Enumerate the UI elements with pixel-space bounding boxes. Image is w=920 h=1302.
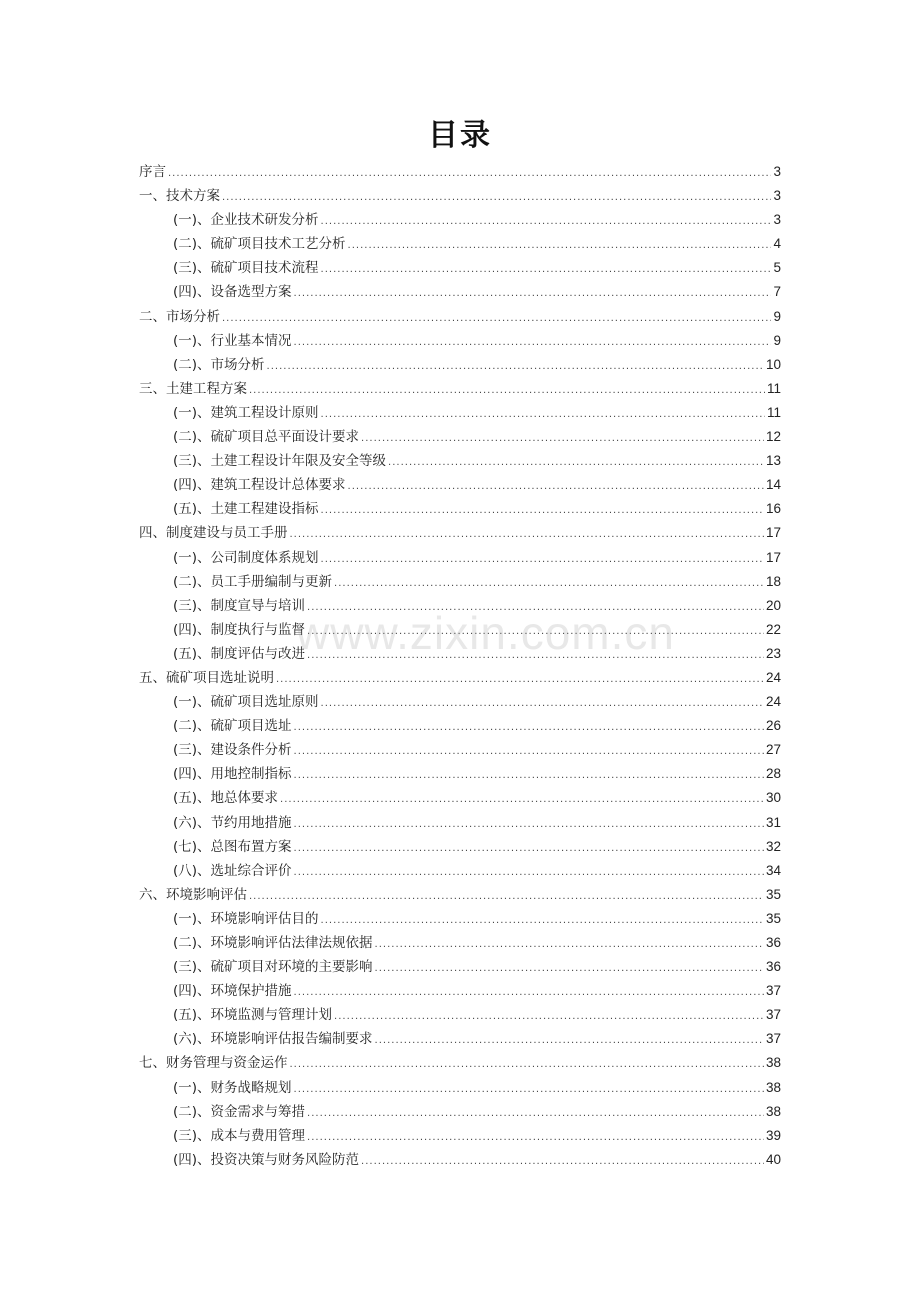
toc-page-number: 38: [765, 1079, 781, 1095]
toc-page-number: 11: [766, 380, 781, 396]
toc-page-number: 31: [765, 814, 781, 830]
toc-entry-section[interactable]: [139, 979, 781, 1003]
page-title: 目录: [428, 118, 492, 153]
toc-entry-section[interactable]: [139, 1076, 781, 1100]
toc-entry-chapter[interactable]: [139, 883, 781, 907]
toc-dot-leader: [294, 716, 764, 740]
toc-page-number: 13: [765, 453, 781, 469]
toc-page-number: 37: [765, 983, 781, 999]
toc-entry-section[interactable]: [139, 762, 781, 786]
toc-entry-chapter[interactable]: [139, 184, 781, 208]
toc-dot-leader: [294, 764, 764, 788]
toc-dot-leader: [290, 523, 764, 547]
toc-entry-section[interactable]: [139, 931, 781, 955]
toc-dot-leader: [294, 813, 764, 837]
toc-dot-leader: [307, 596, 764, 620]
toc-page-number: 37: [765, 1007, 781, 1023]
toc-page-number: 24: [765, 669, 781, 685]
toc-entry-label: (三)、土建工程设计年限及安全等级: [173, 453, 387, 470]
toc-entry-label: (三)、成本与费用管理: [173, 1127, 306, 1144]
toc-entry-label: (二)、资金需求与筹措: [173, 1103, 306, 1120]
toc-entry-section[interactable]: [139, 690, 781, 714]
toc-entry-section[interactable]: [139, 1100, 781, 1124]
toc-dot-leader: [321, 210, 772, 234]
toc-dot-leader: [294, 1078, 764, 1102]
toc-entry-section[interactable]: [139, 401, 781, 425]
toc-page-number: 37: [765, 1031, 781, 1047]
toc-dot-leader: [280, 788, 764, 812]
toc-entry-section[interactable]: [139, 329, 781, 353]
toc-dot-leader: [290, 1053, 764, 1077]
toc-entry-label: 三、土建工程方案: [139, 380, 247, 397]
toc-entry-label: (七)、总图布置方案: [173, 838, 292, 855]
toc-entry-section[interactable]: [139, 473, 781, 497]
toc-entry-section[interactable]: [139, 546, 781, 570]
toc-page-number: 17: [765, 525, 781, 541]
toc-dot-leader: [294, 331, 772, 355]
toc-dot-leader: [294, 740, 764, 764]
toc-entry-label: (五)、土建工程建设指标: [173, 501, 319, 518]
toc-page-number: 23: [765, 645, 781, 661]
toc-entry-section[interactable]: [139, 570, 781, 594]
toc-page-number: 12: [765, 429, 781, 445]
toc-dot-leader: [321, 909, 764, 933]
toc-entry-section[interactable]: [139, 811, 781, 835]
toc-entry-chapter[interactable]: [139, 305, 781, 329]
toc-entry-chapter[interactable]: [139, 1051, 781, 1075]
toc-dot-leader: [348, 234, 772, 258]
toc-entry-section[interactable]: [139, 353, 781, 377]
toc-page-number: 3: [773, 164, 781, 179]
toc-entry-section[interactable]: [139, 1148, 781, 1172]
toc-entry-label: 五、硫矿项目选址说明: [139, 669, 274, 686]
toc-dot-leader: [388, 451, 764, 475]
toc-page-number: 26: [765, 718, 781, 734]
toc-page-number: 27: [765, 742, 781, 758]
toc-entry-chapter[interactable]: [139, 160, 781, 184]
toc-dot-leader: [307, 1102, 764, 1126]
toc-entry-section[interactable]: [139, 618, 781, 642]
toc-dot-leader: [334, 1005, 764, 1029]
toc-page-number: 10: [765, 356, 781, 372]
toc-entry-chapter[interactable]: [139, 521, 781, 545]
toc-entry-label: (三)、硫矿项目对环境的主要影响: [173, 959, 373, 976]
toc-dot-leader: [321, 403, 765, 427]
toc-entry-label: (一)、财务战略规划: [173, 1079, 292, 1096]
toc-page-number: 32: [765, 838, 781, 854]
toc-entry-section[interactable]: [139, 714, 781, 738]
toc-dot-leader: [168, 162, 771, 186]
toc-dot-leader: [348, 475, 764, 499]
toc-entry-label: (二)、硫矿项目选址: [173, 718, 292, 735]
toc-page-number: 9: [773, 308, 781, 324]
toc-page-number: 9: [773, 332, 781, 348]
toc-dot-leader: [321, 692, 764, 716]
toc-entry-label: (四)、制度执行与监督: [173, 621, 306, 638]
toc-page-number: 14: [765, 477, 781, 493]
toc-page-number: 22: [765, 621, 781, 637]
toc-page-number: 34: [765, 862, 781, 878]
toc-entry-section[interactable]: [139, 449, 781, 473]
toc-entry-label: (六)、节约用地措施: [173, 814, 292, 831]
toc-entry-section[interactable]: [139, 907, 781, 931]
toc-dot-leader: [321, 548, 764, 572]
toc-entry-label: (一)、硫矿项目选址原则: [173, 694, 319, 711]
toc-dot-leader: [375, 957, 764, 981]
toc-entry-chapter[interactable]: [139, 377, 781, 401]
toc-entry-label: 序言: [139, 164, 166, 180]
toc-dot-leader: [307, 644, 764, 668]
toc-entry-label: (一)、企业技术研发分析: [173, 212, 319, 229]
toc-dot-leader: [249, 885, 764, 909]
toc-entry-label: (五)、地总体要求: [173, 790, 279, 807]
table-of-contents: [139, 160, 781, 1172]
toc-entry-section[interactable]: [139, 835, 781, 859]
toc-entry-label: (二)、市场分析: [173, 356, 265, 373]
toc-entry-section[interactable]: [139, 955, 781, 979]
toc-entry-section[interactable]: [139, 642, 781, 666]
toc-entry-label: (一)、环境影响评估目的: [173, 910, 319, 927]
toc-entry-label: (二)、硫矿项目总平面设计要求: [173, 429, 360, 446]
toc-page-number: 39: [765, 1127, 781, 1143]
toc-entry-label: 二、市场分析: [139, 308, 220, 325]
toc-entry-label: (一)、公司制度体系规划: [173, 549, 319, 566]
toc-entry-section[interactable]: [139, 256, 781, 280]
toc-dot-leader: [334, 572, 764, 596]
toc-entry-section[interactable]: [139, 1124, 781, 1148]
toc-dot-leader: [294, 282, 772, 306]
toc-page-number: 24: [765, 694, 781, 710]
toc-dot-leader: [361, 1150, 764, 1174]
toc-dot-leader: [249, 379, 765, 403]
toc-page-number: 18: [765, 573, 781, 589]
toc-dot-leader: [307, 1126, 764, 1150]
toc-page-number: 20: [765, 597, 781, 613]
toc-entry-label: (五)、环境监测与管理计划: [173, 1007, 333, 1024]
toc-page-number: 4: [773, 236, 781, 252]
toc-entry-section[interactable]: [139, 1027, 781, 1051]
toc-page-number: 28: [765, 766, 781, 782]
toc-entry-section[interactable]: [139, 232, 781, 256]
toc-entry-label: 六、环境影响评估: [139, 886, 247, 903]
toc-dot-leader: [276, 668, 764, 692]
toc-dot-leader: [222, 186, 771, 210]
toc-entry-label: (三)、制度宣导与培训: [173, 597, 306, 614]
toc-page-number: 11: [766, 404, 781, 420]
toc-entry-section[interactable]: [139, 859, 781, 883]
toc-page-number: 7: [773, 284, 781, 300]
toc-entry-label: (二)、硫矿项目技术工艺分析: [173, 236, 346, 253]
toc-dot-leader: [307, 620, 764, 644]
toc-page-number: 35: [765, 886, 781, 902]
toc-entry-label: 一、技术方案: [139, 188, 220, 205]
toc-page-number: 16: [765, 501, 781, 517]
toc-dot-leader: [321, 499, 764, 523]
toc-dot-leader: [294, 837, 764, 861]
toc-entry-label: (一)、建筑工程设计原则: [173, 404, 319, 421]
toc-entry-label: (二)、环境影响评估法律法规依据: [173, 935, 373, 951]
toc-dot-leader: [321, 258, 772, 282]
toc-entry-label: (五)、制度评估与改进: [173, 645, 306, 662]
toc-dot-leader: [294, 981, 764, 1005]
toc-entry-label: (四)、设备选型方案: [173, 284, 292, 301]
toc-page-number: 3: [773, 188, 781, 204]
toc-page-number: 38: [765, 1055, 781, 1071]
toc-entry-label: 七、财务管理与资金运作: [139, 1055, 288, 1072]
toc-entry-label: (一)、行业基本情况: [173, 332, 292, 349]
watermark: www.zixin.com.cn: [296, 607, 675, 659]
toc-entry-label: (二)、员工手册编制与更新: [173, 573, 333, 590]
toc-dot-leader: [375, 1029, 764, 1053]
toc-entry-label: (四)、建筑工程设计总体要求: [173, 477, 346, 494]
toc-entry-section[interactable]: [139, 738, 781, 762]
toc-dot-leader: [294, 861, 764, 885]
toc-page-number: 36: [765, 959, 781, 975]
toc-page-number: 3: [773, 212, 781, 228]
toc-page-number: 17: [765, 549, 781, 565]
toc-page-number: 30: [765, 790, 781, 806]
toc-dot-leader: [267, 355, 764, 379]
toc-entry-label: (四)、环境保护措施: [173, 983, 292, 1000]
toc-dot-leader: [375, 933, 764, 957]
toc-page-number: 35: [765, 910, 781, 926]
toc-dot-leader: [222, 307, 771, 331]
toc-page-number: 36: [765, 935, 781, 950]
toc-page-number: 5: [773, 260, 781, 276]
toc-entry-section[interactable]: [139, 425, 781, 449]
toc-entry-label: (三)、硫矿项目技术流程: [173, 260, 319, 277]
toc-entry-section[interactable]: [139, 497, 781, 521]
toc-page-number: 38: [765, 1103, 781, 1119]
toc-entry-chapter[interactable]: [139, 666, 781, 690]
toc-page-number: 40: [765, 1151, 781, 1167]
toc-entry-section[interactable]: [139, 208, 781, 232]
toc-entry-section[interactable]: [139, 786, 781, 810]
toc-entry-label: 四、制度建设与员工手册: [139, 525, 288, 542]
toc-entry-label: (八)、选址综合评价: [173, 862, 292, 879]
toc-entry-section[interactable]: [139, 280, 781, 304]
toc-entry-label: (四)、投资决策与财务风险防范: [173, 1151, 360, 1168]
toc-entry-label: (四)、用地控制指标: [173, 766, 292, 783]
toc-entry-section[interactable]: [139, 1003, 781, 1027]
toc-entry-label: (三)、建设条件分析: [173, 742, 292, 759]
toc-entry-section[interactable]: [139, 594, 781, 618]
toc-entry-label: (六)、环境影响评估报告编制要求: [173, 1031, 373, 1048]
toc-dot-leader: [361, 427, 764, 451]
